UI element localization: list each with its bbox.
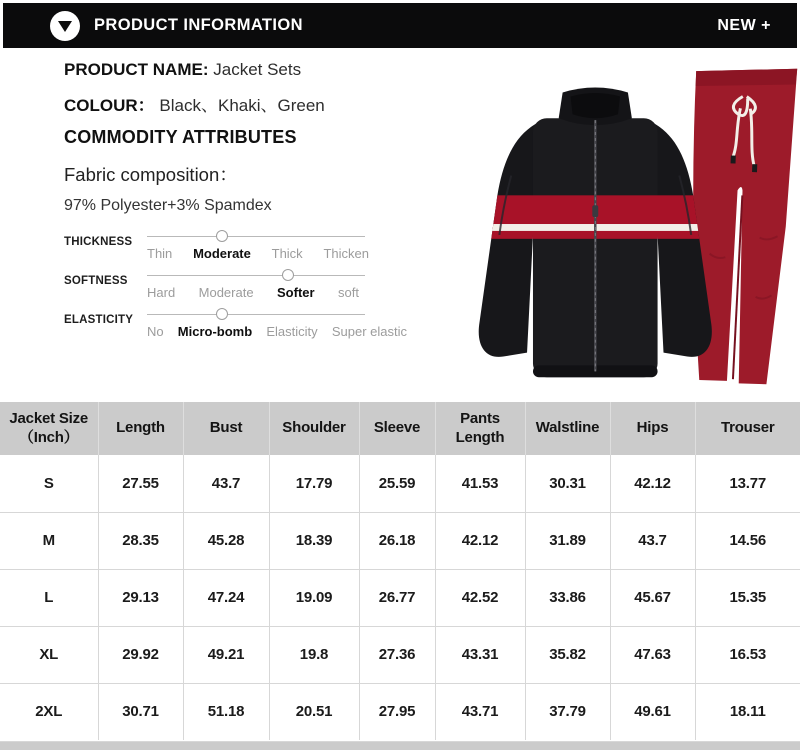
table-row-xl [0, 626, 800, 683]
col-header-pants-length: Pants Length [435, 402, 525, 455]
size-cell: M [0, 512, 98, 569]
slider-option: Moderate [198, 285, 254, 300]
value-cell: 42.12 [435, 512, 525, 569]
value-cell: 42.12 [610, 455, 695, 512]
slider-track-line [147, 236, 365, 237]
col-header-sleeve: Sleeve [359, 402, 435, 455]
product-name-label: PRODUCT NAME: [64, 60, 209, 79]
col-header-shoulder: Shoulder [269, 402, 359, 455]
fabric-composition-label: Fabric composition： [64, 164, 238, 185]
table-row-s [0, 455, 800, 512]
col-header-bust: Bust [183, 402, 269, 455]
slider-option: Elasticity [266, 324, 318, 339]
table-row-m [0, 512, 800, 569]
slider-option: Thicken [323, 246, 369, 261]
softness-slider-knob [282, 269, 294, 281]
value-cell: 47.63 [610, 626, 695, 683]
elasticity-options [147, 324, 407, 339]
value-cell: 30.31 [525, 455, 610, 512]
value-cell: 43.71 [435, 683, 525, 740]
value-cell: 43.7 [183, 455, 269, 512]
collapse-toggle-icon[interactable] [50, 11, 80, 41]
table-header-row [0, 402, 800, 455]
value-cell: 51.18 [183, 683, 269, 740]
value-cell: 26.18 [359, 512, 435, 569]
product-information-bar [3, 3, 797, 48]
slider-track-line [147, 314, 365, 315]
value-cell: 33.86 [525, 569, 610, 626]
attribute-row-elasticity [64, 308, 434, 339]
softness-slider [147, 269, 365, 300]
table-row-l [0, 569, 800, 626]
table-row-2xl [0, 683, 800, 740]
product-image-tracksuit [442, 55, 798, 395]
value-cell: 27.36 [359, 626, 435, 683]
softness-track [147, 269, 365, 283]
attribute-sliders [64, 230, 434, 347]
value-cell: 19.09 [269, 569, 359, 626]
colour-label: COLOUR： [64, 96, 155, 115]
size-chart [0, 402, 800, 740]
thickness-slider [147, 230, 369, 261]
attribute-row-softness [64, 269, 434, 300]
value-cell: 13.77 [695, 455, 800, 512]
value-cell: 18.11 [695, 683, 800, 740]
thickness-slider-knob [216, 230, 228, 242]
slider-option: Thin [147, 246, 173, 261]
slider-option: Super elastic [331, 324, 407, 339]
size-table [0, 402, 800, 740]
col-header-jacket-size [0, 402, 98, 455]
down-triangle-icon [58, 21, 72, 32]
thickness-track [147, 230, 365, 244]
size-cell: XL [0, 626, 98, 683]
value-cell: 18.39 [269, 512, 359, 569]
col-header-line2: （Inch） [18, 428, 79, 446]
size-cell: L [0, 569, 98, 626]
value-cell: 19.8 [269, 626, 359, 683]
col-header-length: Length [98, 402, 183, 455]
value-cell: 29.92 [98, 626, 183, 683]
value-cell: 35.82 [525, 626, 610, 683]
softness-label: SOFTNESS [64, 275, 128, 287]
value-cell: 27.95 [359, 683, 435, 740]
col-header-walstline: Walstline [525, 402, 610, 455]
product-info-block [64, 60, 454, 215]
softness-options [147, 285, 359, 300]
col-header-trouser: Trouser [695, 402, 800, 455]
value-cell: 27.55 [98, 455, 183, 512]
commodity-attributes-heading: COMMODITY ATTRIBUTES [64, 127, 297, 147]
slider-option: soft [338, 285, 359, 300]
slider-option: Thick [271, 246, 303, 261]
elasticity-slider [147, 308, 407, 339]
size-cell: 2XL [0, 683, 98, 740]
slider-option-selected: Micro-bomb [177, 324, 253, 339]
value-cell: 41.53 [435, 455, 525, 512]
value-cell: 15.35 [695, 569, 800, 626]
slider-option-selected: Softer [277, 285, 315, 300]
thickness-label: THICKNESS [64, 236, 133, 248]
value-cell: 43.7 [610, 512, 695, 569]
col-header-hips: Hips [610, 402, 695, 455]
slider-option-selected: Moderate [193, 246, 251, 261]
new-button[interactable]: NEW + [717, 16, 771, 34]
colour-row [64, 91, 454, 116]
value-cell: 20.51 [269, 683, 359, 740]
value-cell: 30.71 [98, 683, 183, 740]
attribute-row-thickness [64, 230, 434, 261]
value-cell: 37.79 [525, 683, 610, 740]
col-header-line1: Jacket Size [9, 409, 89, 427]
value-cell: 28.35 [98, 512, 183, 569]
slider-option: No [147, 324, 164, 339]
black-track-jacket [472, 88, 719, 378]
value-cell: 26.77 [359, 569, 435, 626]
next-table-header-partial [0, 741, 800, 750]
value-cell: 31.89 [525, 512, 610, 569]
slider-option: Hard [147, 285, 176, 300]
thickness-options [147, 246, 369, 261]
slider-track-line [147, 275, 365, 276]
page-title: PRODUCT INFORMATION [94, 16, 303, 34]
value-cell: 17.79 [269, 455, 359, 512]
size-cell: S [0, 455, 98, 512]
elasticity-slider-knob [216, 308, 228, 320]
elasticity-label: ELASTICITY [64, 314, 134, 326]
value-cell: 43.31 [435, 626, 525, 683]
value-cell: 29.13 [98, 569, 183, 626]
colour-value: Black、Khaki、Green [159, 96, 325, 115]
product-name-value: Jacket Sets [213, 60, 302, 79]
value-cell: 49.21 [183, 626, 269, 683]
product-name-row [64, 60, 454, 80]
value-cell: 47.24 [183, 569, 269, 626]
value-cell: 16.53 [695, 626, 800, 683]
value-cell: 45.67 [610, 569, 695, 626]
value-cell: 42.52 [435, 569, 525, 626]
value-cell: 25.59 [359, 455, 435, 512]
elasticity-track [147, 308, 365, 322]
value-cell: 45.28 [183, 512, 269, 569]
value-cell: 49.61 [610, 683, 695, 740]
value-cell: 14.56 [695, 512, 800, 569]
fabric-composition-value: 97% Polyester+3% Spamdex [64, 197, 272, 214]
